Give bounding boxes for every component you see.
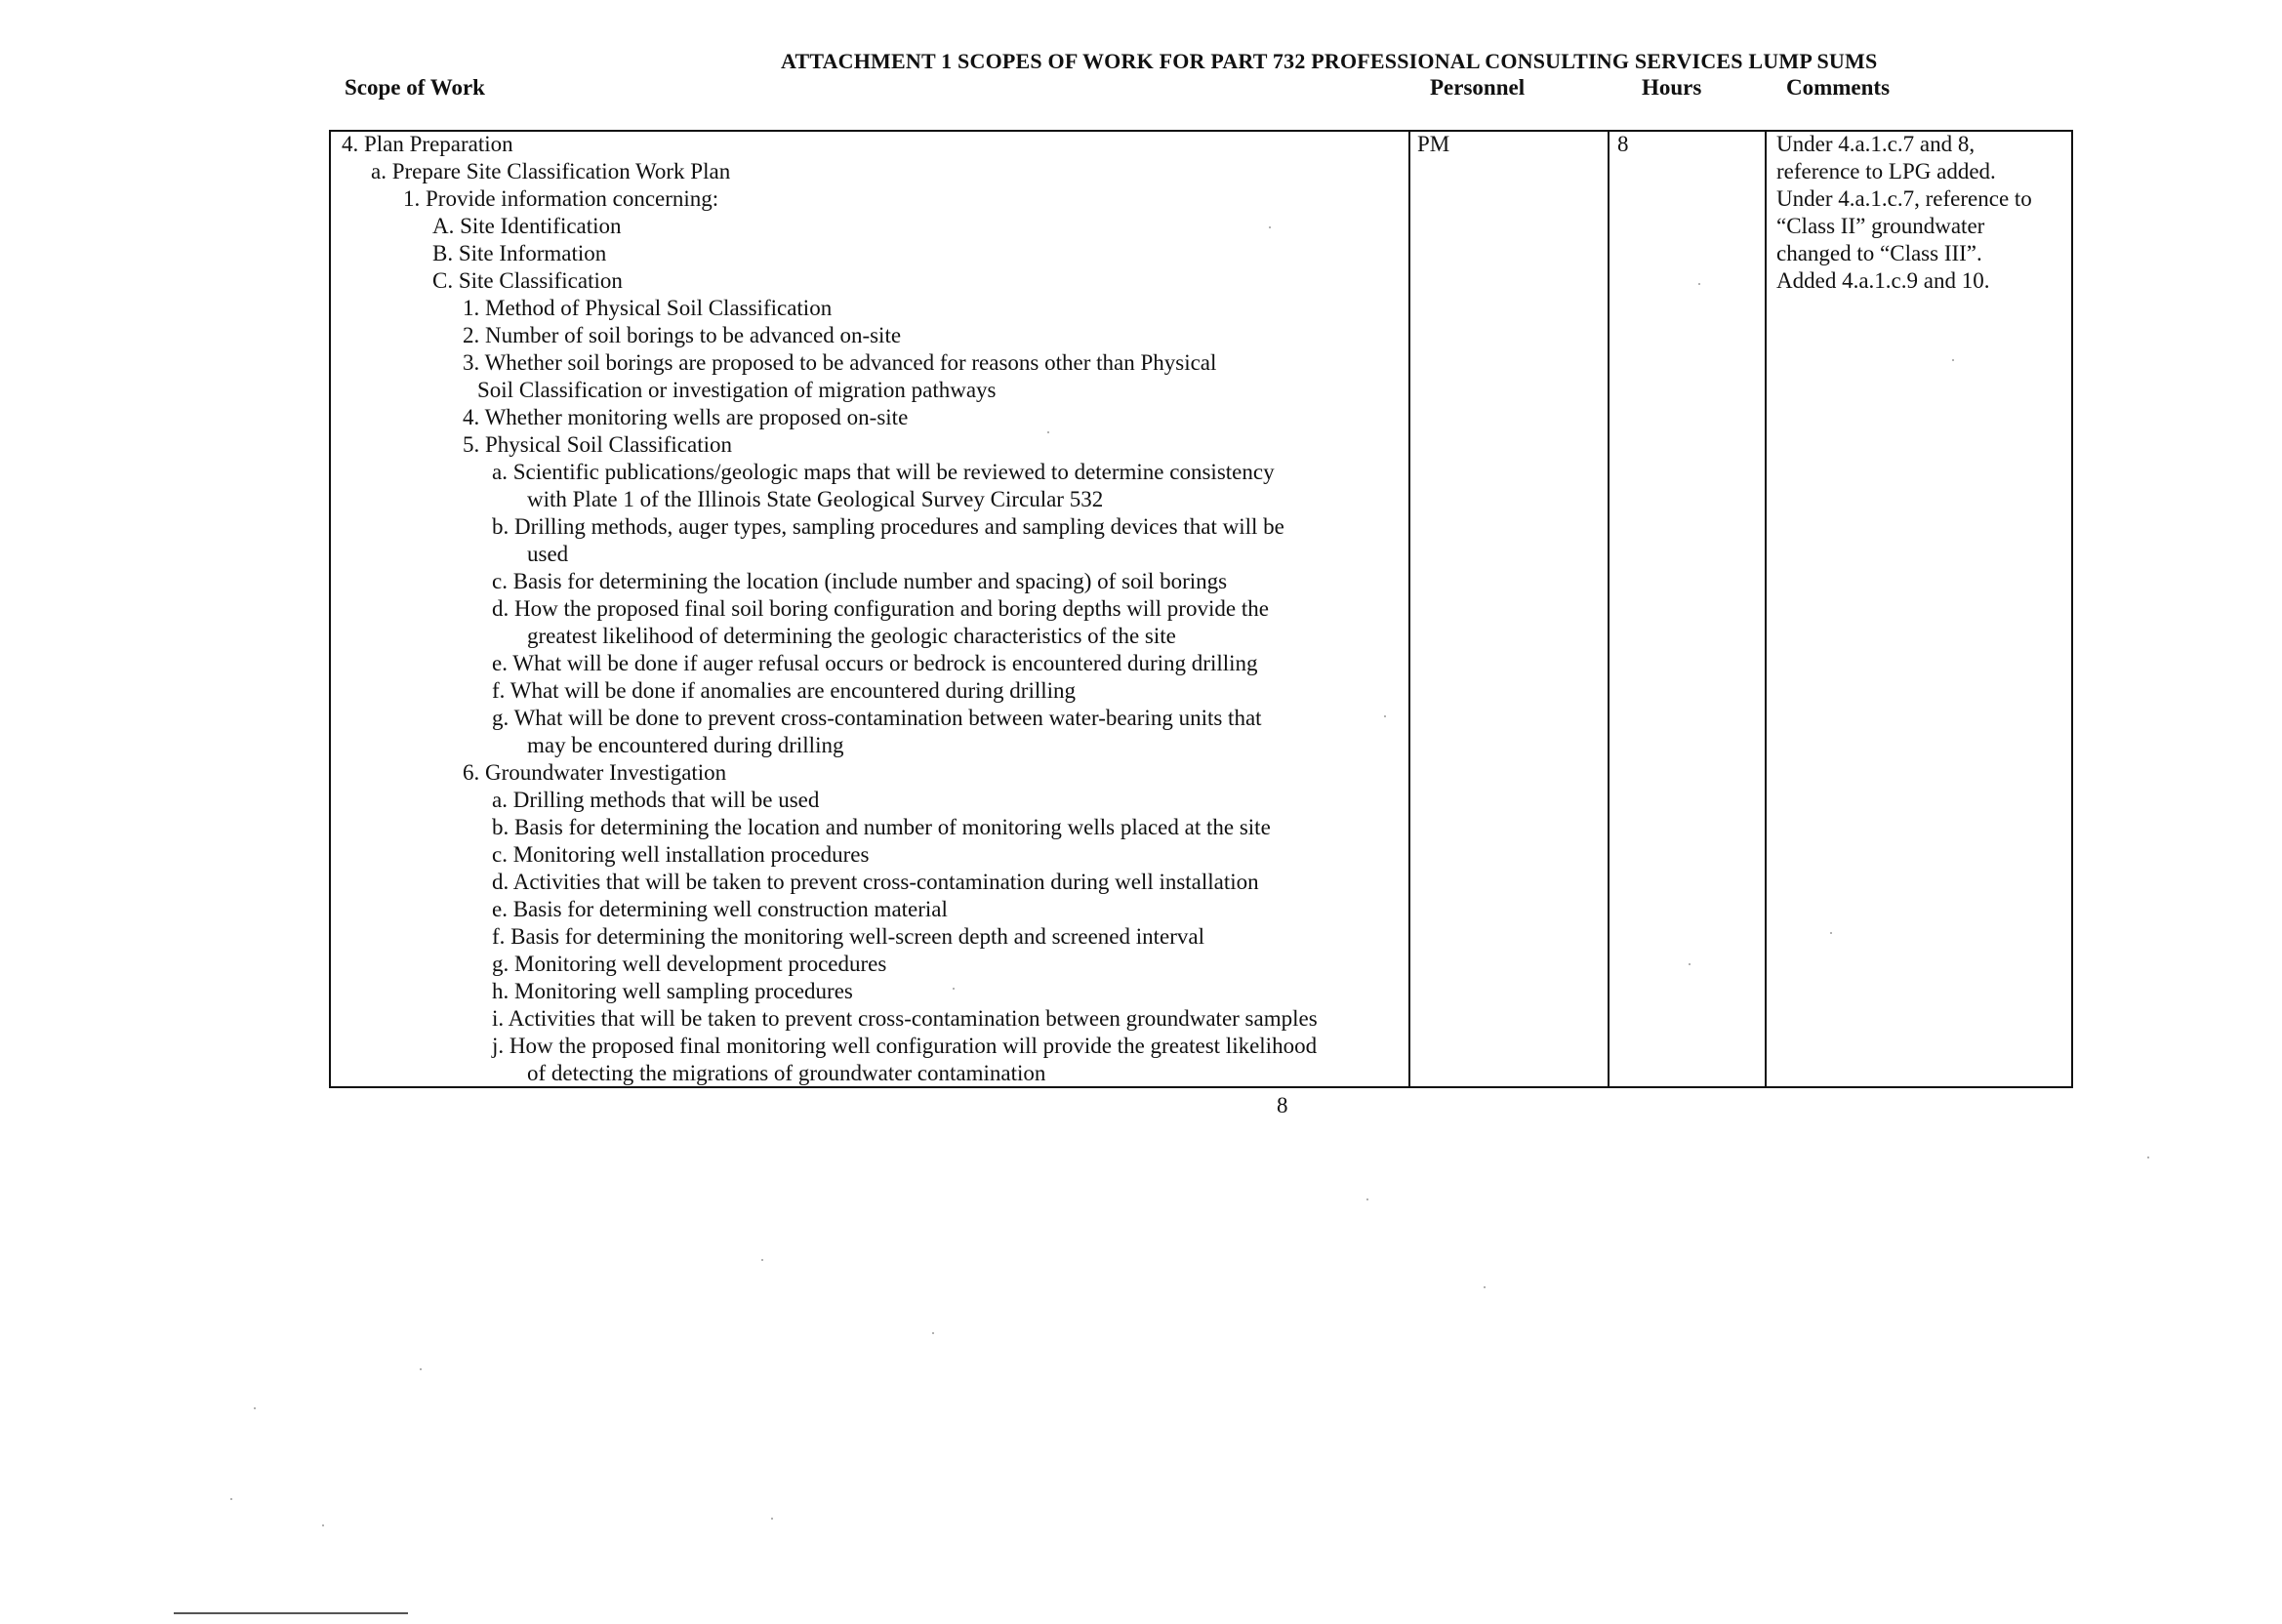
scan-speck <box>2147 1157 2149 1158</box>
scope-line: c. Basis for determining the location (include number and spacing) of soil borings <box>492 569 1228 593</box>
scope-line: may be encountered during drilling <box>527 733 844 757</box>
hours-cell: 8 <box>1617 132 1629 156</box>
scan-speck <box>420 1368 422 1370</box>
scope-line: h. Monitoring well sampling procedures <box>492 979 853 1003</box>
scope-line: 2. Number of soil borings to be advanced on-site <box>463 323 902 347</box>
comment-line: changed to “Class III”. <box>1776 241 1982 265</box>
scope-line: g. Monitoring well development procedures <box>492 952 887 976</box>
scan-speck <box>1366 1198 1368 1200</box>
page-number: 8 <box>1277 1093 1288 1117</box>
scope-line: with Plate 1 of the Illinois State Geological Survey Circular 532 <box>527 487 1104 511</box>
scan-speck <box>1689 963 1691 965</box>
comment-line: reference to LPG added. <box>1776 159 1996 183</box>
scope-line: 6. Groundwater Investigation <box>463 760 727 785</box>
scope-line: greatest likelihood of determining the geologic characteristics of the site <box>527 624 1176 648</box>
scope-line: f. What will be done if anomalies are encountered during drilling <box>492 678 1077 703</box>
scope-line: 1. Method of Physical Soil Classification <box>463 296 833 320</box>
scan-speck <box>1830 932 1832 934</box>
column-divider <box>1765 130 1767 1088</box>
header-hours: Hours <box>1642 75 1702 100</box>
column-divider <box>1408 130 1410 1088</box>
scope-line: 3. Whether soil borings are proposed to be advanced for reasons other than Physical <box>463 350 1217 375</box>
header-personnel: Personnel <box>1430 75 1526 100</box>
scope-line: 5. Physical Soil Classification <box>463 432 732 457</box>
scope-line: e. Basis for determining well construction material <box>492 897 948 921</box>
header-scope-of-work: Scope of Work <box>345 75 485 100</box>
scope-of-work-cell <box>342 131 1406 1087</box>
scan-speck <box>230 1498 232 1500</box>
scope-line: Soil Classification or investigation of migration pathways <box>477 378 997 402</box>
scope-line: e. What will be done if auger refusal occurs or bedrock is encountered during drilling <box>492 651 1258 675</box>
scan-speck <box>953 988 955 990</box>
scope-line: used <box>527 542 569 566</box>
scope-line: g. What will be done to prevent cross-contamination between water-bearing units that <box>492 706 1262 730</box>
scope-line: of detecting the migrations of groundwater contamination <box>527 1061 1046 1085</box>
scope-line: a. Scientific publications/geologic maps that will be reviewed to determine consistency <box>492 460 1275 484</box>
scan-speck <box>761 1259 763 1261</box>
scan-speck <box>1484 1286 1486 1288</box>
scope-line: c. Monitoring well installation procedures <box>492 842 870 867</box>
scan-speck <box>1269 226 1271 228</box>
scope-line: a. Drilling methods that will be used <box>492 788 820 812</box>
scan-artifact-line <box>174 1612 408 1614</box>
document-title: ATTACHMENT 1 SCOPES OF WORK FOR PART 732 PROFESSIONAL CONSULTING SERVICES LUMP SUMS <box>781 49 1878 73</box>
scope-line: j. How the proposed final monitoring well configuration will provide the greatest likelihood <box>492 1034 1318 1058</box>
scope-line: d. How the proposed final soil boring configuration and boring depths will provide the <box>492 596 1269 621</box>
comment-line: “Class II” groundwater <box>1776 214 1985 238</box>
scan-speck <box>771 1518 773 1520</box>
scope-line: i. Activities that will be taken to prevent cross-contamination between groundwater samples <box>492 1006 1318 1031</box>
column-divider <box>1608 130 1610 1088</box>
scope-line: a. Prepare Site Classification Work Plan <box>371 159 731 183</box>
scope-line: b. Drilling methods, auger types, sampling procedures and sampling devices that will be <box>492 514 1284 539</box>
header-comments: Comments <box>1786 75 1891 100</box>
scope-line: d. Activities that will be taken to prevent cross-contamination during well installation <box>492 870 1259 894</box>
scan-speck <box>1952 359 1954 361</box>
scope-line: A. Site Identification <box>432 214 622 238</box>
scope-line: C. Site Classification <box>432 268 623 293</box>
scope-line: 4. Plan Preparation <box>342 132 513 156</box>
scope-line: B. Site Information <box>432 241 607 265</box>
scan-speck <box>1047 431 1049 433</box>
scope-line: b. Basis for determining the location and number of monitoring wells placed at the site <box>492 815 1271 839</box>
comment-line: Under 4.a.1.c.7, reference to <box>1776 186 2032 211</box>
comment-line: Added 4.a.1.c.9 and 10. <box>1776 268 1990 293</box>
scan-speck <box>1698 283 1700 285</box>
scan-speck <box>1384 715 1386 717</box>
scan-speck <box>254 1407 256 1409</box>
scope-line: 4. Whether monitoring wells are proposed on-site <box>463 405 909 429</box>
scope-line: f. Basis for determining the monitoring well-screen depth and screened interval <box>492 924 1205 949</box>
personnel-cell: PM <box>1417 132 1450 156</box>
comments-cell <box>1776 131 2069 295</box>
scan-speck <box>322 1524 324 1526</box>
comment-line: Under 4.a.1.c.7 and 8, <box>1776 132 1976 156</box>
scan-speck <box>932 1332 934 1334</box>
scope-line: 1. Provide information concerning: <box>403 186 719 211</box>
